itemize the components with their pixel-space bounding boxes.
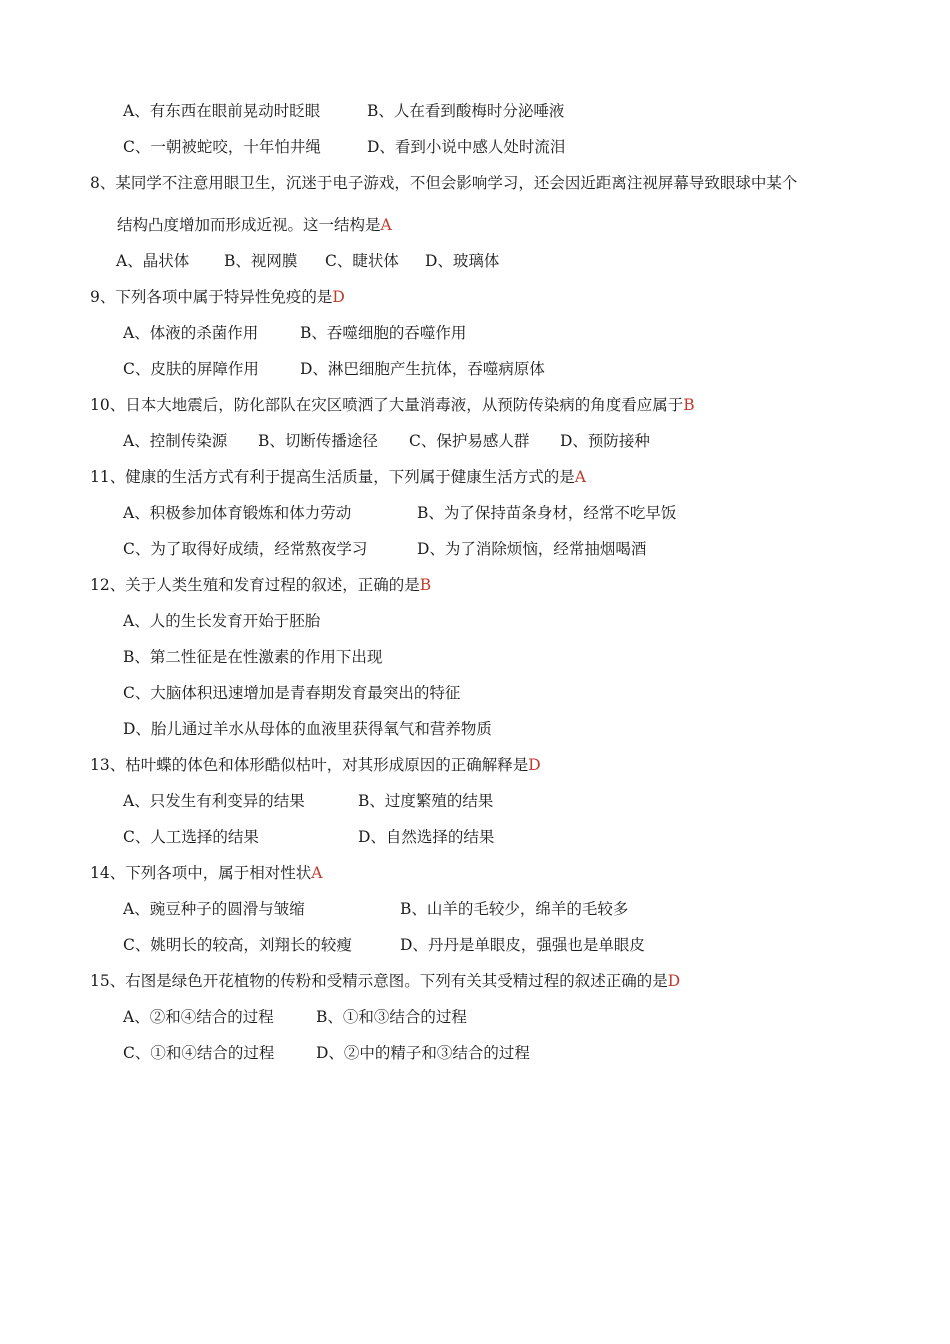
q11-option-b: B、为了保持苗条身材，经常不吃早饭: [417, 504, 677, 522]
q12-answer: B: [419, 576, 432, 594]
q9-option-a: A、体液的杀菌作用: [123, 324, 259, 342]
q11-stem: [90, 466, 586, 488]
q11-option-c: C、为了取得好成绩，经常熬夜学习: [123, 540, 368, 558]
q14-option-d: D、丹丹是单眼皮，强强也是单眼皮: [400, 936, 645, 954]
q9-option-b: B、吞噬细胞的吞噬作用: [300, 324, 467, 342]
q8-option-c: C、睫状体: [325, 252, 399, 270]
q12-option-a: A、人的生长发育开始于胚胎: [123, 612, 321, 630]
q13-answer: D: [528, 756, 541, 774]
q10-option-b: B、切断传播途径: [258, 432, 378, 450]
q10-option-a: A、控制传染源: [123, 432, 228, 450]
q14-option-c: C、姚明长的较高，刘翔长的较瘦: [123, 936, 352, 954]
q13-stem: [90, 754, 541, 776]
q12-option-d: D、胎儿通过羊水从母体的血液里获得氧气和营养物质: [123, 720, 492, 738]
q14-option-b: B、山羊的毛较少，绵羊的毛较多: [400, 900, 629, 918]
q8-stem-line1: 8、某同学不注意用眼卫生，沉迷于电子游戏，不但会影响学习，还会因近距离注视屏幕导致眼球中某个: [90, 174, 798, 192]
q7-option-c: C、一朝被蛇咬，十年怕井绳: [123, 138, 321, 156]
q10-answer: B: [683, 396, 695, 414]
q10-option-c: C、保护易感人群: [409, 432, 530, 450]
q10-stem-text: 10、日本大地震后，防化部队在灾区喷洒了大量消毒液，从预防传染病的角度看应属于: [90, 396, 684, 414]
q15-option-d: D、②中的精子和③结合的过程: [316, 1044, 530, 1062]
q8-answer: A: [380, 216, 392, 234]
q12-stem-text: 12、关于人类生殖和发育过程的叙述，正确的是: [90, 576, 420, 594]
q10-option-d: D、预防接种: [560, 432, 650, 450]
q9-answer: D: [332, 288, 345, 306]
q15-option-c: C、①和④结合的过程: [123, 1044, 275, 1062]
q11-answer: A: [574, 468, 586, 486]
q14-option-a: A、豌豆种子的圆滑与皱缩: [123, 900, 305, 918]
q7-option-d: D、看到小说中感人处时流泪: [367, 138, 566, 156]
q8-option-a: A、晶状体: [116, 252, 190, 270]
q8-option-d: D、玻璃体: [425, 252, 500, 270]
q13-option-a: A、只发生有利变异的结果: [123, 792, 305, 810]
q12-stem: [90, 574, 431, 596]
q14-answer: A: [311, 864, 323, 882]
q11-stem-text: 11、健康的生活方式有利于提高生活质量，下列属于健康生活方式的是: [90, 468, 575, 486]
q12-option-b: B、第二性征是在性激素的作用下出现: [123, 648, 383, 666]
q8-stem-text: 结构凸度增加而形成近视。这一结构是: [117, 216, 381, 234]
q8-stem-line2: [117, 214, 392, 236]
q13-option-c: C、人工选择的结果: [123, 828, 259, 846]
q14-stem: [90, 862, 322, 884]
q15-answer: D: [667, 972, 681, 990]
q9-option-c: C、皮肤的屏障作用: [123, 360, 259, 378]
q15-option-b: B、①和③结合的过程: [316, 1008, 467, 1026]
q13-option-b: B、过度繁殖的结果: [358, 792, 494, 810]
q9-option-d: D、淋巴细胞产生抗体，吞噬病原体: [300, 360, 545, 378]
q13-stem-text: 13、枯叶蝶的体色和体形酷似枯叶，对其形成原因的正确解释是: [90, 756, 529, 774]
q15-stem: [90, 970, 680, 992]
q9-stem-text: 9、下列各项中属于特异性免疫的是: [90, 288, 333, 306]
q15-option-a: A、②和④结合的过程: [123, 1008, 274, 1026]
q12-option-c: C、大脑体积迅速增加是青春期发育最突出的特征: [123, 684, 461, 702]
q7-option-b: B、人在看到酸梅时分泌唾液: [367, 102, 565, 120]
q8-option-b: B、视网膜: [224, 252, 298, 270]
q10-stem: [90, 394, 695, 416]
q9-stem: [90, 286, 345, 308]
q15-stem-text: 15、右图是绿色开花植物的传粉和受精示意图。下列有关其受精过程的叙述正确的是: [90, 972, 668, 990]
q7-option-a: A、有东西在眼前晃动时眨眼: [123, 102, 321, 120]
q13-option-d: D、自然选择的结果: [358, 828, 495, 846]
q11-option-a: A、积极参加体育锻炼和体力劳动: [123, 504, 352, 522]
q11-option-d: D、为了消除烦恼，经常抽烟喝酒: [417, 540, 647, 558]
q14-stem-text: 14、下列各项中，属于相对性状: [90, 864, 312, 882]
